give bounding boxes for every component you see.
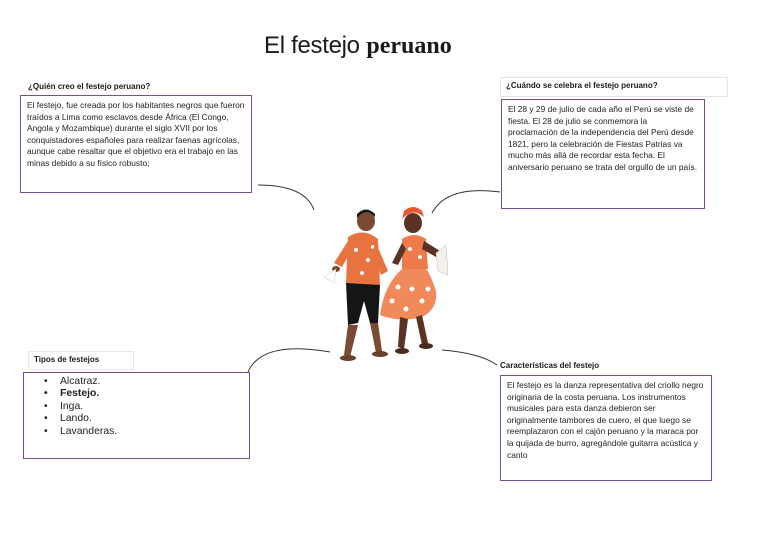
types-heading: Tipos de festejos	[28, 351, 134, 370]
when-box	[501, 99, 705, 209]
connector-origin	[258, 185, 314, 210]
title-part-1: El festejo	[264, 32, 360, 59]
features-heading: Características del festejo	[500, 361, 600, 370]
types-item-festejo: • Festejo.	[60, 388, 243, 400]
features-text: El festejo es la danza representativa del criollo negro originaria de la costa peruana. Los instrumentos musicales para esta danza debieron ser originalmente tambores de cuero, el que luego se reemplazaron con el cajón peruano y la maraca por la quijada de burro, agregándole guitarra acústica y canto	[507, 380, 704, 460]
origin-text: El festejo, fue creada por los habitantes negros que fueron traídos a Lima como esclavos desde África (El Congo, Angola y Mozambique) durante el siglo XVII por los conquistadores españoles para realizar faenas agrícolas, aunque cabe resaltar que el objetivo era el trabajo en las minas debido a su físico robusto;	[27, 100, 245, 168]
origin-heading: ¿Quién creo el festejo peruano?	[28, 82, 151, 91]
title-part-2: peruano	[366, 33, 452, 59]
origin-box	[20, 95, 252, 193]
types-item-inga: • Inga.	[60, 401, 243, 413]
features-box	[500, 375, 712, 481]
dancers-illustration	[318, 205, 458, 365]
types-item-lando: • Lando.	[60, 413, 243, 425]
female-dancer	[380, 207, 448, 354]
types-box	[23, 372, 250, 459]
male-dancer	[324, 210, 388, 362]
types-list	[30, 376, 243, 438]
types-item-lavanderas: • Lavanderas.	[60, 426, 243, 438]
types-item-alcatraz: • Alcatraz.	[60, 376, 243, 388]
when-heading: ¿Cuándo se celebra el festejo peruano?	[500, 77, 728, 97]
when-text: El 28 y 29 de julio de cada año el Perú se viste de fiesta. El 28 de julio se conmemora la proclamación de la independencia del Perú desde 1821, pero la celebración de Fiestas Patrias va mucho más allá de recordar esta fecha. El aniversario peruano se trata del orgullo de un país.	[508, 104, 698, 172]
